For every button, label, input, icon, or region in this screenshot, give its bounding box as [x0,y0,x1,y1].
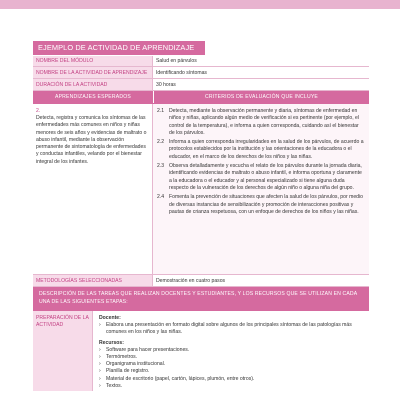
list-item [99,376,363,383]
top-accent-bar [0,0,400,9]
bullet-icon: › [99,322,101,328]
bullet-icon: › [99,383,101,390]
bullet-icon: › [99,375,101,382]
bullet-icon: › [99,361,101,368]
criterion-number: 2.2 [157,139,165,146]
list-item-text: Textos. [106,383,123,390]
list-item [99,368,363,375]
list-item-text: Software para hacer presentaciones. [106,346,190,353]
criteria-cell [153,104,369,274]
info-label: DURACIÓN DE LA ACTIVIDAD [33,79,153,90]
info-row-activity [33,67,369,79]
list-item [99,361,363,368]
criterion-item [157,139,365,161]
preparation-label: PREPARACIÓN DE LA ACTIVIDAD [33,311,93,391]
methodology-label: METODOLOGÍAS SELECCIONADAS [33,275,153,286]
criterion-number: 2.3 [157,163,165,170]
list-item [99,383,363,390]
info-value: 30 horas [156,81,176,88]
description-header: DESCRIPCIÓN DE LAS TAREAS QUE REALIZAN DOCENTES Y ESTUDIANTES, Y LOS RECURSOS QUE SE UTILIZAN EN CADA UNA DE LAS SIGUIENTES ETAPAS: [33,287,369,311]
list-item-text: Termómetros. [106,353,138,360]
list-item-text: Material de escritorio (papel, cartón, lápices, plumón, entre otros). [106,375,255,382]
list-item [99,322,363,337]
learning-number: 2. [36,108,41,114]
bullet-icon: › [99,346,101,353]
criterion-text: Detecta, mediante la observación permanente y diaria, síntomas de enfermedad en niños y niñas, aplicando algún medio de verificación si es pertinente (por ejemplo, el control de la temperatura), e informa a quien corresponda, cuidando así el bienestar de los párvulos. [169,108,359,136]
list-item-text: Planilla de registro. [106,368,150,375]
preparation-row [33,311,369,391]
list-item [99,347,363,354]
criterion-item [157,163,365,192]
list-item [99,354,363,361]
column-header-row [33,91,369,104]
criterion-item [157,194,365,216]
bullet-icon: › [99,368,101,375]
column-header-criteria: CRITERIOS DE EVALUACIÓN QUE INCLUYE [204,94,319,100]
criterion-text: Observa detalladamente y escucha el relato de los párvulos durante la jornada diaria, identificando evidencias de maltrato o abuso infantil, e informa oportuna y claramente a la educadora o el educador y al personal especializado si tiene alguna duda respecto de la vulneración de los derechos de algún niño o alguna niña del grupo. [169,163,362,191]
info-value: Salud en párvulos [156,58,197,64]
info-label: NOMBRE DE LA ACTIVIDAD DE APRENDIZAJE [33,67,153,78]
list-item-text: Elabora una presentación en formato digital sobre algunos de los principales síntomas de las patologías más comunes en los niños y las niñas. [106,322,352,336]
criterion-item [157,108,365,137]
info-row-duration [33,79,369,91]
methodology-row [33,275,369,287]
section-tab: EJEMPLO DE ACTIVIDAD DE APRENDIZAJE [33,41,205,55]
criterion-text: Informa a quien corresponda irregularidades en la salud de los párvulos, de acuerdo a protocolos establecidos por la institución y las orientaciones de la educadora o el educador, en el marco de los derechos de los niños y las niñas. [169,139,364,160]
recursos-heading: Recursos: [99,339,124,346]
learning-text: Detecta, registra y comunica los síntomas de las enfermedades más comunes en niños y niñas menores de seis años y evidencias de maltrato o abuso infantil, mediante la observación permanente de sintomatología de enfermedades y conductas infantiles, velando por el bienestar integral de los infantes. [36,115,147,165]
methodology-value: Demostración en cuatro pasos [156,277,226,284]
activity-table [33,56,369,391]
info-value: Identificando síntomas [156,69,207,76]
info-row-module [33,56,369,67]
learning-outcome-cell [33,104,153,274]
preparation-content [93,311,369,391]
docente-heading: Docente: [99,315,121,321]
info-label: NOMBRE DEL MÓDULO [33,56,153,66]
bullet-icon: › [99,353,101,360]
criterion-text: Fomenta la prevención de situaciones que afecten la salud de los párvulos, por medio de diversas instancias de sensibilización y promoción de interacciones positivas y pautas de crianza respetuosa, con un enfoque de derechos de los niños y las niñas. [169,194,363,215]
criterion-number: 2.1 [157,108,165,114]
learning-criteria-row [33,104,369,275]
column-header-learning: APRENDIZAJES ESPERADOS [33,91,154,103]
list-item-text: Organigrama institucional. [106,361,166,368]
criterion-number: 2.4 [157,194,165,201]
